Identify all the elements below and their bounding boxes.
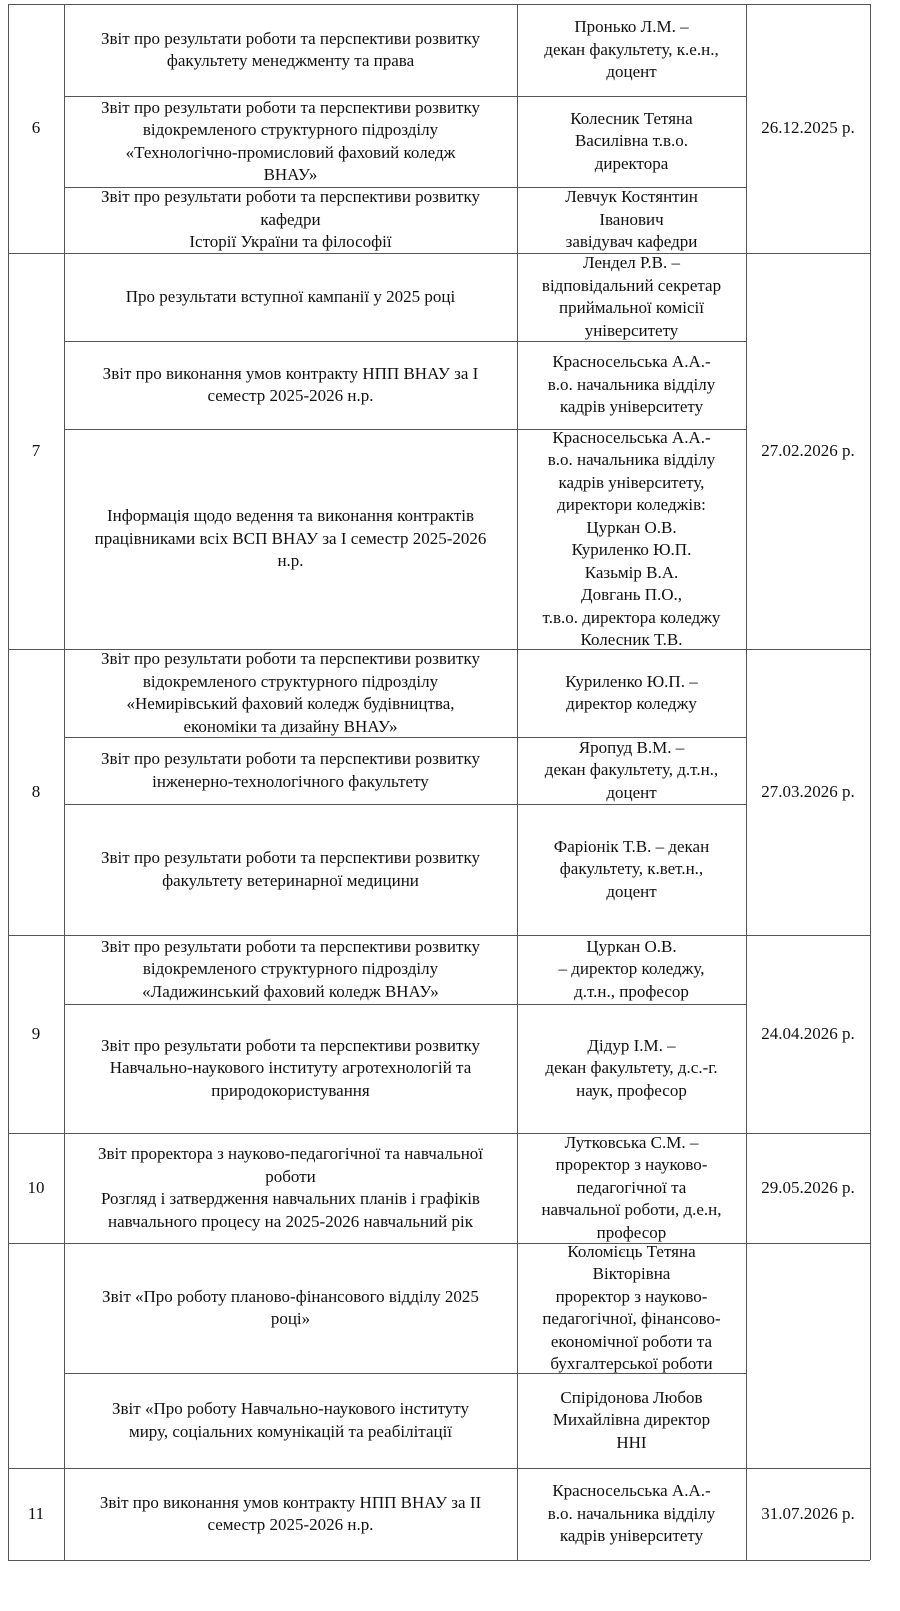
text-line: Звіт про результати роботи та перспективи розвитку bbox=[101, 649, 480, 668]
agenda-topic-text bbox=[98, 1143, 483, 1233]
text-line: декан факультету, к.е.н., bbox=[544, 39, 719, 59]
responsible-person bbox=[519, 187, 744, 253]
agenda-topic bbox=[68, 1373, 513, 1468]
text-line: Колесник Т.В. bbox=[580, 630, 683, 649]
agenda-topic bbox=[68, 96, 513, 187]
responsible-person-text bbox=[542, 252, 721, 342]
meeting-date: 29.05.2026 р. bbox=[761, 1177, 855, 1197]
text-line: проректор з науково- bbox=[555, 1155, 708, 1175]
responsible-person-text bbox=[554, 836, 709, 904]
responsible-person-text bbox=[541, 1132, 721, 1245]
column-border bbox=[64, 4, 65, 1560]
text-line: «Немирівський фаховий коледж будівництва, bbox=[126, 694, 455, 713]
text-line: «Технологічно-промисловий фаховий коледж bbox=[125, 142, 456, 162]
text-line: миру, соціальних комунікацій та реабілітації bbox=[128, 1421, 453, 1441]
responsible-person bbox=[519, 1004, 744, 1133]
agenda-topic bbox=[68, 253, 513, 341]
text-line: доцент bbox=[606, 782, 657, 802]
text-line: інженерно-технологічного факультету bbox=[152, 771, 429, 791]
text-line: семестр 2025-2026 н.р. bbox=[207, 1515, 374, 1534]
text-line: Довгань П.О., bbox=[580, 585, 683, 604]
text-line: факультету ветеринарної медицини bbox=[162, 870, 419, 890]
responsible-person-text bbox=[542, 1241, 720, 1376]
text-line: Звіт про результати роботи та перспективи розвитку bbox=[101, 936, 480, 956]
meeting-date bbox=[746, 1243, 870, 1468]
text-line: кафедри bbox=[260, 209, 321, 229]
row-number: 10 bbox=[27, 1177, 45, 1197]
agenda-topic bbox=[68, 341, 513, 429]
text-line: Звіт про виконання умов контракту НПП ВНАУ за І bbox=[102, 363, 479, 383]
responsible-person bbox=[519, 4, 744, 96]
agenda-topic bbox=[68, 935, 513, 1004]
text-line: університету bbox=[584, 320, 679, 340]
text-line: Коломієць Тетяна bbox=[567, 1241, 696, 1261]
text-line: н.р. bbox=[277, 551, 304, 571]
text-line: педагогічної та bbox=[576, 1177, 687, 1197]
text-line: навчальної роботи, д.е.н, bbox=[541, 1200, 722, 1220]
text-line: Іванович bbox=[599, 209, 664, 229]
agenda-topic bbox=[68, 649, 513, 737]
responsible-person bbox=[519, 253, 744, 341]
text-line: ННІ bbox=[616, 1432, 647, 1452]
text-line: відповідальний секретар bbox=[541, 275, 722, 295]
row-number: 8 bbox=[31, 781, 41, 801]
agenda-topic bbox=[68, 1133, 513, 1243]
text-line: бухгалтерської роботи bbox=[550, 1354, 713, 1373]
text-line: проректор з науково- bbox=[555, 1286, 708, 1306]
text-line: кадрів університету bbox=[559, 397, 704, 417]
text-line: Звіт про результати роботи та перспективи розвитку bbox=[101, 28, 480, 48]
text-line: Михайлівна директор bbox=[552, 1410, 711, 1430]
text-line: «Ладижинський фаховий коледж ВНАУ» bbox=[142, 981, 439, 1001]
agenda-topic bbox=[68, 737, 513, 804]
text-line: Історії України та філософії bbox=[189, 232, 392, 252]
text-line: роботи bbox=[265, 1166, 316, 1186]
responsible-person-text bbox=[548, 351, 715, 419]
responsible-person-text bbox=[565, 671, 697, 716]
agenda-topic-text bbox=[103, 363, 479, 408]
responsible-person-text bbox=[559, 936, 705, 1004]
agenda-topic-text bbox=[101, 648, 480, 738]
column-border bbox=[517, 4, 518, 1560]
agenda-topic-text bbox=[95, 505, 487, 573]
text-line: директори коледжів: bbox=[557, 495, 706, 514]
responsible-person-text bbox=[553, 1387, 710, 1455]
agenda-topic-text bbox=[126, 286, 455, 309]
text-line: Дідур І.М. – bbox=[587, 1035, 676, 1055]
text-line: Спірідонова Любов bbox=[560, 1387, 703, 1407]
text-line: Навчально-наукового інституту агротехнологій та bbox=[109, 1058, 472, 1078]
text-line: Красносельська А.А.- bbox=[552, 1481, 711, 1501]
text-line: факультету, к.вет.н., bbox=[559, 859, 704, 879]
row-number: 9 bbox=[31, 1023, 41, 1043]
text-line: завідувач кафедри bbox=[565, 232, 698, 252]
agenda-topic-text bbox=[101, 97, 480, 187]
text-line: факультету менеджменту та права bbox=[166, 51, 415, 70]
text-line: Звіт про результати роботи та перспективи розвитку bbox=[101, 1035, 480, 1055]
responsible-person bbox=[519, 804, 744, 935]
text-line: ВНАУ» bbox=[263, 165, 318, 184]
agenda-topic bbox=[68, 1243, 513, 1373]
responsible-person bbox=[519, 1243, 744, 1373]
text-line: – директор коледжу, bbox=[558, 959, 705, 979]
text-line: Левчук Костянтин bbox=[565, 187, 698, 207]
text-line: Яропуд В.М. – bbox=[578, 737, 685, 757]
text-line: економічної роботи та bbox=[550, 1331, 713, 1351]
meeting-date: 27.02.2026 р. bbox=[761, 440, 855, 460]
text-line: в.о. начальника відділу bbox=[547, 450, 716, 469]
responsible-person-text bbox=[548, 1480, 715, 1548]
responsible-person bbox=[519, 649, 744, 737]
text-line: в.о. начальника відділу bbox=[547, 374, 716, 394]
row-number bbox=[8, 1243, 64, 1468]
text-line: Звіт «Про роботу планово-фінансового відділу 2025 bbox=[102, 1286, 479, 1306]
text-line: декан факультету, д.с.-г. bbox=[545, 1058, 718, 1078]
text-line: Василівна т.в.о. bbox=[574, 131, 689, 151]
agenda-topic bbox=[68, 1004, 513, 1133]
text-line: Куриленко Ю.П. – bbox=[565, 671, 698, 691]
text-line: Розгляд і затвердження навчальних планів і графіків bbox=[101, 1189, 480, 1208]
meeting-date: 31.07.2026 р. bbox=[761, 1503, 855, 1523]
responsible-person-text bbox=[545, 1035, 717, 1103]
text-line: директора bbox=[594, 153, 669, 173]
text-line: педагогічної, фінансово- bbox=[542, 1309, 721, 1328]
text-line: декан факультету, д.т.н., bbox=[544, 760, 719, 780]
responsible-person-text bbox=[544, 16, 718, 84]
responsible-person-text bbox=[570, 108, 692, 176]
text-line: Звіт про результати роботи та перспективи розвитку bbox=[101, 749, 480, 768]
row-number: 11 bbox=[27, 1503, 45, 1523]
text-line: Цуркан О.В. bbox=[586, 517, 677, 537]
text-line: Про результати вступної кампанії у 2025 році bbox=[125, 286, 456, 306]
agenda-topic-text bbox=[101, 28, 480, 73]
responsible-person-text bbox=[565, 186, 698, 254]
text-line: Лутковська С.М. – bbox=[564, 1132, 699, 1152]
text-line: Куриленко Ю.П. bbox=[571, 540, 692, 559]
agenda-topic bbox=[68, 1468, 513, 1560]
responsible-person-text bbox=[545, 737, 718, 805]
responsible-person bbox=[519, 1133, 744, 1243]
responsible-person bbox=[519, 737, 744, 804]
text-line: наук, професор bbox=[576, 1080, 687, 1100]
text-line: кадрів університету bbox=[559, 1526, 704, 1546]
agenda-topic bbox=[68, 429, 513, 649]
agenda-topic-text bbox=[101, 1035, 480, 1103]
text-line: Звіт про результати роботи та перспективи розвитку bbox=[101, 97, 480, 117]
responsible-person bbox=[519, 429, 744, 649]
text-line: навчального процесу на 2025-2026 навчальний рік bbox=[108, 1211, 473, 1231]
column-border bbox=[870, 4, 871, 1560]
text-line: кадрів університету, bbox=[558, 472, 705, 492]
text-line: Звіт про результати роботи та перспективи розвитку bbox=[101, 187, 480, 207]
agenda-topic-text bbox=[101, 748, 480, 793]
agenda-topic-text bbox=[101, 936, 480, 1004]
text-line: доцент bbox=[606, 881, 657, 901]
text-line: в.о. начальника відділу bbox=[547, 1503, 716, 1523]
text-line: Звіт проректора з науково-педагогічної та навчальної bbox=[97, 1144, 484, 1163]
text-line: д.т.н., професор bbox=[574, 981, 689, 1001]
agenda-topic-text bbox=[112, 1398, 469, 1443]
text-line: Звіт про виконання умов контракту НПП ВНАУ за ІІ bbox=[99, 1492, 482, 1512]
responsible-person bbox=[519, 935, 744, 1004]
agenda-topic bbox=[68, 187, 513, 253]
text-line: семестр 2025-2026 н.р. bbox=[207, 386, 374, 405]
text-line: Казьмір В.А. bbox=[584, 562, 679, 582]
agenda-topic bbox=[68, 804, 513, 935]
text-line: Цуркан О.В. bbox=[586, 936, 677, 956]
text-line: природокористування bbox=[211, 1080, 370, 1100]
agenda-topic-text bbox=[100, 1492, 481, 1537]
text-line: Красносельська А.А.- bbox=[552, 427, 711, 447]
text-line: Пронько Л.М. – bbox=[574, 17, 689, 37]
row-number: 6 bbox=[31, 118, 41, 138]
agenda-topic-text bbox=[101, 186, 480, 254]
row-number: 7 bbox=[31, 440, 41, 460]
text-line: економіки та дизайну ВНАУ» bbox=[183, 716, 398, 736]
text-line: працівниками всіх ВСП ВНАУ за І семестр 2025-2026 bbox=[94, 528, 487, 548]
meeting-date: 26.12.2025 р. bbox=[761, 118, 855, 138]
text-line: професор bbox=[596, 1222, 667, 1242]
responsible-person-text bbox=[543, 427, 721, 652]
text-line: відокремленого структурного підрозділу bbox=[142, 671, 439, 691]
text-line: Вікторівна bbox=[592, 1264, 671, 1283]
agenda-topic-text bbox=[102, 1286, 479, 1331]
text-line: році» bbox=[270, 1309, 311, 1328]
responsible-person bbox=[519, 1373, 744, 1468]
row-border bbox=[8, 1560, 870, 1561]
text-line: т.в.о. директора коледжу bbox=[542, 607, 721, 627]
text-line: Звіт про результати роботи та перспективи розвитку bbox=[101, 848, 480, 867]
responsible-person bbox=[519, 96, 744, 187]
text-line: доцент bbox=[606, 62, 657, 82]
text-line: приймальної комісії bbox=[559, 298, 704, 317]
text-line: Колесник Тетяна bbox=[570, 108, 693, 128]
agenda-topic-text bbox=[101, 847, 480, 892]
agenda-topic bbox=[68, 4, 513, 96]
text-line: Красносельська А.А.- bbox=[552, 352, 711, 372]
text-line: Фаріонік Т.В. – декан bbox=[553, 836, 710, 856]
text-line: Звіт «Про роботу Навчально-наукового інституту bbox=[112, 1399, 469, 1418]
text-line: відокремленого структурного підрозділу bbox=[142, 120, 439, 139]
text-line: Лендел Р.В. – bbox=[583, 253, 680, 272]
meeting-date: 27.03.2026 р. bbox=[761, 781, 855, 801]
text-line: директор коледжу bbox=[566, 694, 697, 713]
meeting-date: 24.04.2026 р. bbox=[761, 1023, 855, 1043]
text-line: відокремленого структурного підрозділу bbox=[142, 959, 439, 979]
responsible-person bbox=[519, 1468, 744, 1560]
text-line: Інформація щодо ведення та виконання контрактів bbox=[106, 506, 475, 526]
responsible-person bbox=[519, 341, 744, 429]
